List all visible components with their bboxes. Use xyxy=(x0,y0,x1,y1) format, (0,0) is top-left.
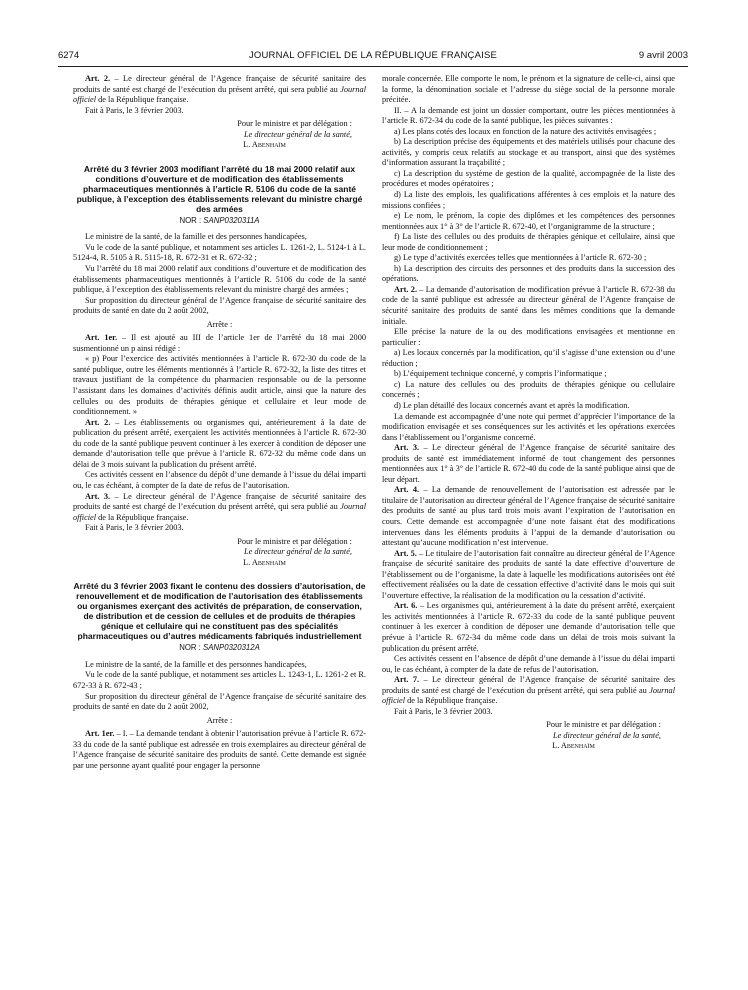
article-text: – Le titulaire de l’autorisation fait connaître au directeur général de l’Agence française de sécurité sanitaire des produits de santé la date effective d’ouverture de l’établissement ou de l’organisme, la date à laquelle les modifications autorisées ont été effectivement réalisées ou la date de cessation effective d’activité dans le mois qui suit l’ouverture effective, la réalisation de la modification ou la cessation d’activité. xyxy=(382,548,675,600)
article-paragraph xyxy=(73,729,366,771)
article-paragraph xyxy=(73,333,366,354)
page-header xyxy=(58,50,688,64)
article-paragraph: Elle précise la nature de la ou des modifications envisagées et mentionne en particulier : xyxy=(382,327,675,347)
article-paragraph xyxy=(73,74,366,106)
list-item: c) La nature des cellules ou des produits de thérapies génique ou cellulaire concernés ; xyxy=(382,379,675,400)
page-number: 6274 xyxy=(58,50,80,61)
arrete-heading: Arrête : xyxy=(206,319,233,329)
preamble-paragraph: Le ministre de la santé, de la famille et des personnes handicapées, xyxy=(85,232,307,242)
article-paragraph: La demande est accompagnée d’une note qui permet d’apprécier l’importance de la modification envisagée et ses conséquences sur les activités et les opérations exercées dans l’établissement ou l’organisme concerné. xyxy=(382,411,675,442)
article-text: – I. – La demande tendant à obtenir l’autorisation prévue à l’article R. 672-33 du code de la santé publique est adressée en trois exemplaires au directeur général de l’Agence française de sécurité sanitaire des produits de santé. Cette demande est signée par une personne ayant qualité pour engager la personne xyxy=(73,729,367,770)
article-label: Art. 7. xyxy=(394,675,420,685)
article-label: Art. 4. xyxy=(394,485,420,495)
article-paragraph xyxy=(382,443,675,485)
article-text: de la République française. xyxy=(96,512,189,522)
signature-delegation: Pour le ministre et par délégation : xyxy=(237,119,352,129)
list-item: d) La liste des emplois, les qualifications afférentes à ces emplois et la nature des missions confiées ; xyxy=(382,190,675,210)
article-paragraph xyxy=(382,549,675,602)
list-item: g) Le type d’activités exercées telles que mentionnées à l’article R. 672-30 ; xyxy=(394,253,647,263)
right-column xyxy=(382,74,675,752)
journal-title: JOURNAL OFFICIEL DE LA RÉPUBLIQUE FRANÇAISE xyxy=(248,50,498,61)
preamble-paragraph: Vu le code de la santé publique, et notamment ses articles L. 1261-2, L. 5124-1 à L. 5124-4, R. 5105 à R. 5115-18, R. 672-31 et R. 672-32 ; xyxy=(73,242,366,263)
journal-reference: Journal officiel xyxy=(382,685,675,706)
preamble-paragraph: Sur proposition du directeur général de l’Agence française de sécurité sanitaire des produits de santé en date du 2 août 2002, xyxy=(73,295,366,316)
article-text: – Le directeur général de l’Agence française de sécurité sanitaire des produits de santé est chargé de l’exécution du présent arrêté, qui sera publié au xyxy=(382,675,675,695)
journal-reference: Journal officiel xyxy=(73,502,366,522)
article-text: – Le directeur général de l’Agence française de sécurité sanitaire des produits de santé est immédiatement informé de tout changement des personnes mentionnées aux 1° à 3° de l’article R. 672-40 du code de la santé publique ainsi que de leur départ. xyxy=(382,443,675,484)
list-item: b) L’équipement technique concerné, y compris l’informatique ; xyxy=(394,369,607,379)
issue-date: 9 avril 2003 xyxy=(638,50,688,61)
preamble-paragraph: Vu l’arrêté du 18 mai 2000 relatif aux conditions d’ouverture et de modification des établissements pharmaceutiques mentionnés à l’article R. 5106 du code de la santé publique, à l’exception des établissements relevant du ministre chargé des armées ; xyxy=(73,264,366,295)
article-text: – Les organismes qui, antérieurement à la date du présent arrêté, exerçaient les activités mentionnées à l’article R. 672-33 du code de la santé publique peuvent continuer à les exercer à condition de déposer une demande d’autorisation telle que prévue à l’article R. 672-34 du même code dans un délai de trois mois suivant la publication du présent arrêté. xyxy=(382,601,675,653)
article-paragraph xyxy=(73,492,366,524)
signature-name: L. Abenhaïm xyxy=(552,741,595,751)
list-item: a) Les plans cotés des locaux en fonction de la nature des activités envisagées ; xyxy=(394,126,657,136)
article-label: Art. 2. xyxy=(85,417,111,427)
arrete-heading: Arrête : xyxy=(206,715,233,725)
signature-title: Le directeur général de la santé, xyxy=(244,547,352,557)
signature-title: Le directeur général de la santé, xyxy=(244,129,352,139)
signature-title: Le directeur général de la santé, xyxy=(553,730,661,740)
article-label: Art. 1er. xyxy=(85,333,118,343)
article-text: de la République française. xyxy=(405,696,498,706)
nor-code: SANP0320311A xyxy=(203,215,260,225)
list-item: c) La description du système de gestion de la qualité, accompagnée de la liste des procédures et modes opératoires ; xyxy=(382,168,675,189)
article-paragraph: Ces activités cessent en l’absence de dépôt d’une demande à l’issue du délai imparti ou, le cas échéant, à compter de la date de refus de l’autorisation. xyxy=(382,654,675,674)
nor-code: SANP0320312A xyxy=(203,643,260,653)
article-label: Art. 3. xyxy=(85,491,111,501)
article-text: – La demande d’autorisation de modification prévue à l’article R. 672-38 du code de la santé publique est adressée au directeur général de l’Agence française de sécurité sanitaire des produits de santé dans les mêmes conditions que la demande initiale. xyxy=(382,284,675,326)
signature-delegation: Pour le ministre et par délégation : xyxy=(237,536,352,546)
preamble-paragraph: Sur proposition du directeur général de l’Agence française de sécurité sanitaire des produits de santé en date du 2 août 2002, xyxy=(73,691,366,712)
list-item: e) Le nom, le prénom, la copie des diplômes et les compétences des personnes mentionnées aux 1° à 3° de l’article R. 672-40, et l’organigramme de la structure ; xyxy=(382,211,675,231)
done-at-line: Fait à Paris, le 3 février 2003. xyxy=(85,105,184,115)
article-paragraph: Ces activités cessent en l’absence du dépôt d’une demande à l’issue du délai imparti ou, le cas échéant, à compter de la date de refus de l’autorisation. xyxy=(73,470,366,490)
article-paragraph: II. – A la demande est joint un dossier comportant, outre les pièces mentionnées à l’article R. 672-34 du code de la santé publique, les pièces suivantes : xyxy=(382,105,675,126)
left-column xyxy=(73,74,366,771)
article-paragraph xyxy=(382,601,675,654)
article-paragraph xyxy=(382,675,675,707)
article-label: Art. 6. xyxy=(394,601,418,611)
preamble-paragraph: Le ministre de la santé, de la famille et des personnes handicapées, xyxy=(85,659,307,669)
list-item: d) Le plan détaillé des locaux concernés avant et après la modification. xyxy=(394,400,630,410)
done-at-line: Fait à Paris, le 3 février 2003. xyxy=(394,706,493,716)
article-label: Art. 5. xyxy=(394,548,417,558)
header-rule xyxy=(58,66,688,67)
nor-label: NOR : xyxy=(179,643,204,653)
signature-name: L. Abenhaïm xyxy=(243,557,286,567)
done-at-line: Fait à Paris, le 3 février 2003. xyxy=(85,523,184,533)
article-paragraph xyxy=(73,418,366,471)
list-item: a) Les locaux concernés par la modification, qu’il s’agisse d’une extension ou d’une réduction ; xyxy=(382,348,675,368)
article-label: Art. 3. xyxy=(394,443,420,453)
decree-title: Arrêté du 3 février 2003 modifiant l’arrêté du 18 mai 2000 relatif aux conditions d’ouverture et de modification des établissements pharmaceutiques mentionnés à l’article R. 5106 du code de la santé publique, à l’exception des établissements relevant du ministre chargé des armées xyxy=(76,163,363,214)
nor-label: NOR : xyxy=(179,215,204,225)
article-text: – Les établissements ou organismes qui, antérieurement à la date de publication du présent arrêté, exerçaient les activités mentionnées à l’article R. 672-30 du code de la santé publique peuvent continuer à les exercer à condition de déposer une demande d’autorisation telle que prévue à l’article R. 672-32 du même code dans un délai de 3 mois suivant la publication du présent arrêté. xyxy=(73,417,366,469)
decree-title: Arrêté du 3 février 2003 fixant le contenu des dossiers d’autorisation, de renouvellement et de modification de l’autorisation des établissements ou organismes exerçant des activités de préparation, de conservation, de distribution et de cession de cellules et de produits de thérapies génique et cellulaire qui ne constituent pas des spécialités pharmaceutiques ou d’autres médicaments fabriqués industriellement xyxy=(73,581,366,642)
nor-reference xyxy=(73,216,366,227)
article-text: – Il est ajouté au III de l’article 1er de l’arrêté du 18 mai 2000 susmentionné un p ainsi rédigé : xyxy=(73,333,366,353)
article-text: – Le directeur général de l’Agence française de sécurité sanitaire des produits de santé est chargé de l’exécution du présent arrêté, qui sera publié au xyxy=(73,74,366,94)
article-quote: « p) Pour l’exercice des activités mentionnées à l’article R. 672-30 du code de la santé publique, outre les éléments mentionnés à l’article R. 672-32, la liste des titres et travaux justifiant de la compétence du pharmacien responsable ou de la personne l’assistant dans les domaines d’activités définis audit article, ainsi que la nature des cellules ou des produits de thérapies génique et cellulaire et leur mode de conditionnement. » xyxy=(73,354,366,417)
article-text: de la République française. xyxy=(96,95,189,105)
article-text: – Le directeur général de l’Agence française de sécurité sanitaire des produits de santé est chargé de l’exécution du présent arrêté, qui sera publié au xyxy=(73,491,366,512)
signature-name: L. Abenhaïm xyxy=(243,140,286,150)
article-label: Art. 2. xyxy=(85,74,111,83)
article-text: – La demande de renouvellement de l’autorisation est adressée par le titulaire de l’autorisation au directeur général de l’Agence française de sécurité sanitaire des produits de santé au plus tard trois mois avant l’expiration de l’autorisation en cours. Cette demande est accompagnée d’une note faisant état des modifications intervenues dans les éléments produits à l’appui de la demande d’autorisation ou attestant qu’aucune modification n’est intervenue. xyxy=(382,485,675,548)
signature-delegation: Pour le ministre et par délégation : xyxy=(546,720,661,730)
nor-reference xyxy=(73,643,366,654)
list-item: f) La liste des cellules ou des produits de thérapies génique et cellulaire, ainsi que leur mode de conditionnement ; xyxy=(382,232,675,252)
article-label: Art. 2. xyxy=(394,284,418,294)
list-item: h) La description des circuits des personnes et des produits dans la succession des opérations. xyxy=(382,263,675,284)
preamble-paragraph: Vu le code de la santé publique, et notamment ses articles L. 1243-1, L. 1261-2 et R. 672-33 à R. 672-43 ; xyxy=(73,670,366,690)
article-paragraph: morale concernée. Elle comporte le nom, le prénom et la signature de celle-ci, ainsi que la forme, la dénomination sociale et l’adresse du siège social de la personne morale précitée. xyxy=(382,74,675,105)
journal-reference: Journal officiel xyxy=(73,84,366,105)
list-item: b) La description précise des équipements et des matériels utilisés pour chacune des activités, y compris ceux relatifs au stockage et au transport, ainsi que des systèmes d’information assurant la traçabilité ; xyxy=(382,137,675,168)
article-label: Art. 1er. xyxy=(85,729,115,739)
article-paragraph xyxy=(382,485,675,548)
article-paragraph xyxy=(382,285,675,327)
